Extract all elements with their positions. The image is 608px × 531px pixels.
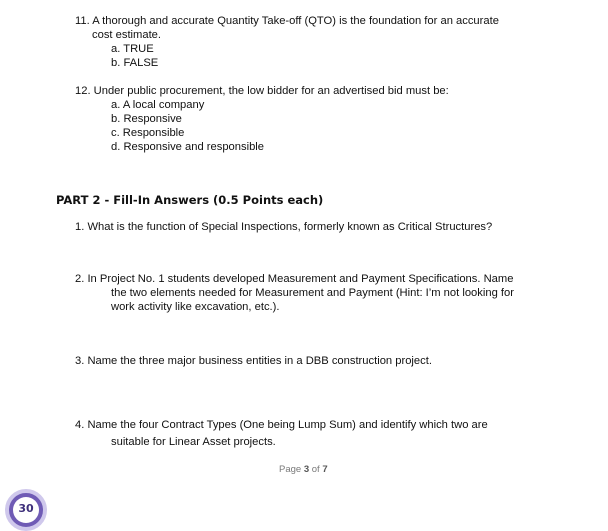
part-2-question-2-line-1: 2. In Project No. 1 students developed Measurement and Payment Specifications. Name <box>75 273 514 285</box>
part-2-heading: PART 2 - Fill-In Answers (0.5 Points each) <box>56 193 324 207</box>
part-2-question-4-line-1: 4. Name the four Contract Types (One being Lump Sum) and identify which two are <box>75 419 488 431</box>
question-12-line-1: 12. Under public procurement, the low bidder for an advertised bid must be: <box>75 85 449 97</box>
part-2-question-4-line-2: suitable for Linear Asset projects. <box>111 436 276 448</box>
page-number: Page 3 of 7 <box>279 464 328 475</box>
question-12-option-b: b. Responsive <box>111 113 182 125</box>
question-12-option-d: d. Responsive and responsible <box>111 141 264 153</box>
question-11-line-2: cost estimate. <box>92 29 162 41</box>
part-2-question-1: 1. What is the function of Special Inspections, formerly known as Critical Structures? <box>75 221 493 233</box>
part-2-question-2-line-3: work activity like excavation, etc.). <box>111 301 280 313</box>
part-2-question-3: 3. Name the three major business entities in a DBB construction project. <box>75 355 432 367</box>
question-12-option-a: a. A local company <box>111 99 205 111</box>
question-11-option-a: a. TRUE <box>111 43 154 55</box>
question-11-line-1: 11. A thorough and accurate Quantity Take-off (QTO) is the foundation for an accurate <box>75 15 499 27</box>
notification-badge[interactable] <box>5 489 47 531</box>
part-2-question-2-line-2: the two elements needed for Measurement and Payment (Hint: I’m not looking for <box>111 287 514 299</box>
badge-count: 30 <box>13 497 39 523</box>
question-12-option-c: c. Responsible <box>111 127 185 139</box>
question-11-option-b: b. FALSE <box>111 57 159 69</box>
